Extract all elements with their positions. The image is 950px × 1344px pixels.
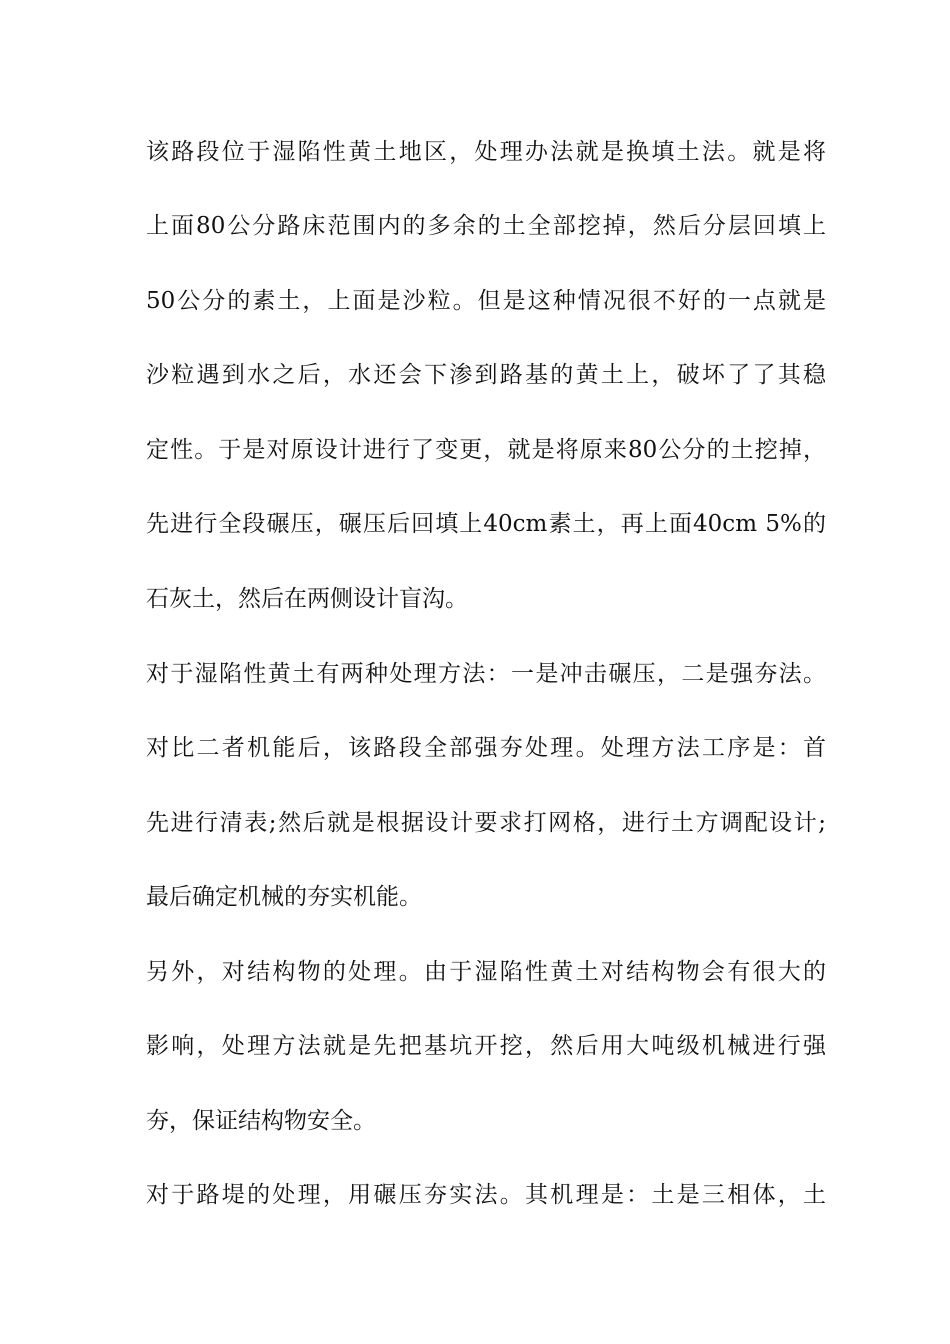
- text-line-14: 夯，保证结构物安全。: [146, 1108, 376, 1134]
- text-line-11: 最后确定机械的夯实机能。: [146, 884, 422, 910]
- text-line-7: 石灰土，然后在两侧设计盲沟。: [146, 586, 468, 612]
- text-line-2: 上面80公分路床范围内的多余的土全部挖掉，然后分层回填上: [146, 213, 826, 239]
- text-line-4: 沙粒遇到水之后，水还会下渗到路基的黄土上，破坏了了其稳: [146, 362, 826, 388]
- text-line-12: 另外，对结构物的处理。由于湿陷性黄土对结构物会有很大的: [146, 959, 826, 985]
- text-line-6: 先进行全段碾压，碾压后回填上40cm素土，再上面40cm 5%的: [146, 511, 826, 537]
- text-line-5: 定性。于是对原设计进行了变更，就是将原来80公分的土挖掉，: [146, 437, 826, 463]
- text-line-13: 影响，处理方法就是先把基坑开挖，然后用大吨级机械进行强: [146, 1033, 826, 1059]
- text-line-15: 对于路堤的处理，用碾压夯实法。其机理是：土是三相体，土: [146, 1182, 826, 1208]
- text-line-9: 对比二者机能后，该路段全部强夯处理。处理方法工序是：首: [146, 735, 826, 761]
- text-line-10: 先进行清表;然后就是根据设计要求打网格，进行土方调配设计;: [146, 810, 826, 836]
- text-line-8: 对于湿陷性黄土有两种处理方法：一是冲击碾压，二是强夯法。: [146, 661, 826, 687]
- text-line-1: 该路段位于湿陷性黄土地区，处理办法就是换填土法。就是将: [146, 139, 826, 165]
- text-line-3: 50公分的素土，上面是沙粒。但是这种情况很不好的一点就是: [146, 288, 826, 314]
